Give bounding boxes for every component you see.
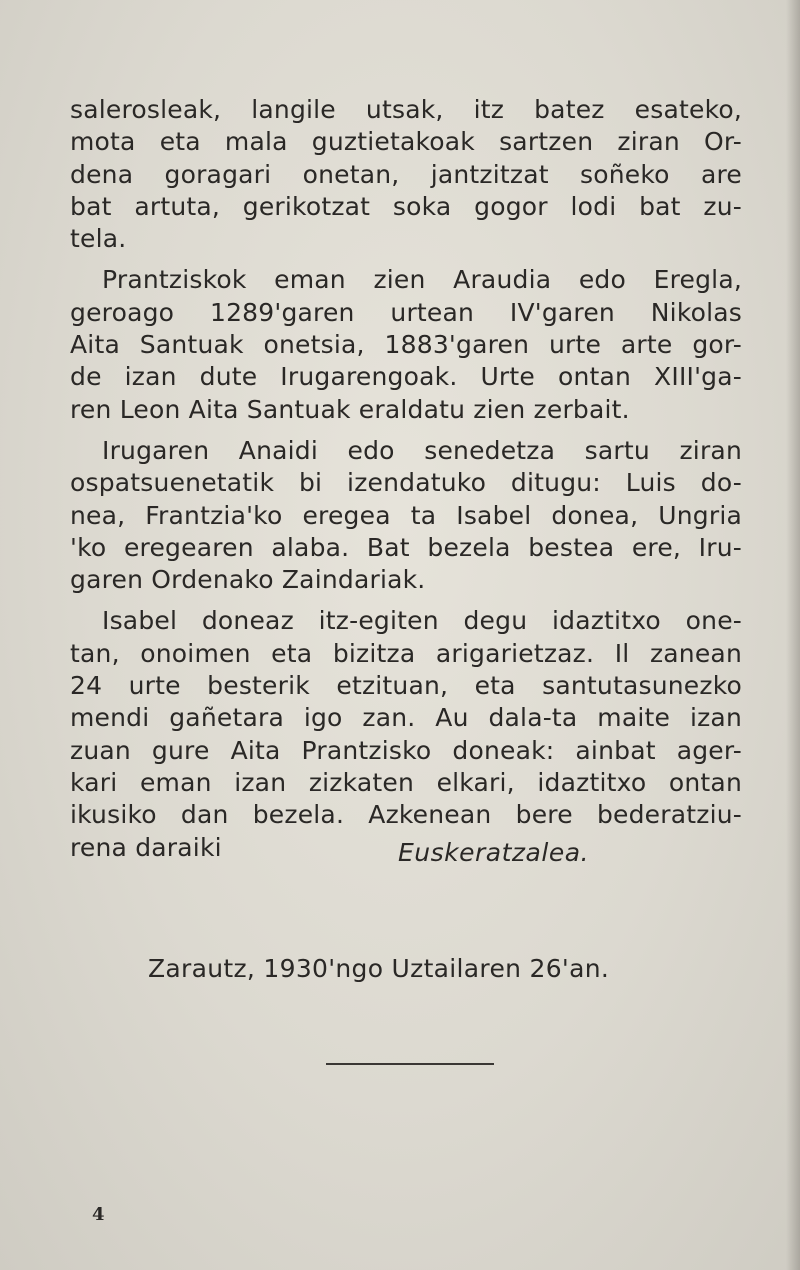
paragraph-1 [70, 94, 742, 255]
text-line: mota eta mala guztietakoak sartzen ziran Or- [70, 127, 742, 157]
text-line: ospatsuenetatik bi izendatuko ditugu: Luis do- [70, 468, 742, 498]
paragraph-4 [70, 605, 742, 863]
text-line: bat artuta, gerikotzat soka gogor lodi bat zu- [70, 191, 742, 221]
text-line: tan, onoimen eta bizitza arigarietzaz. Il zanean [70, 638, 742, 668]
paragraph-2 [70, 264, 742, 425]
page-edge-shadow [786, 0, 800, 1270]
text-line: Irugaren Anaidi edo senedetza sartu ziran [102, 435, 742, 465]
text-line: mendi gañetara igo zan. Au dala-ta maite izan [70, 703, 742, 733]
text-line: rena daraiki [70, 832, 222, 862]
text-line: garen Ordenako Zaindariak. [70, 565, 426, 595]
text-line: salerosleak, langile utsak, itz batez esateko, [70, 95, 742, 124]
text-line: Isabel doneaz itz-egiten degu idaztitxo one- [102, 606, 742, 636]
text-line: ren Leon Aita Santuak eraldatu zien zerbait. [70, 394, 630, 424]
text-line: ikusiko dan bezela. Azkenean bere bederatziu- [70, 800, 742, 830]
text-line: kari eman izan zizkaten elkari, idaztitxo ontan [70, 767, 742, 797]
body-text [70, 94, 742, 864]
text-line: 24 urte besterik etzituan, eta santutasunezko [70, 671, 742, 701]
text-line: 'ko eregearen alaba. Bat bezela bestea ere, Iru- [70, 532, 742, 562]
text-line: nea, Frantzia'ko eregea ta Isabel donea, Ungria [70, 500, 742, 530]
paragraph-3 [70, 435, 742, 596]
text-line: Prantziskok eman zien Araudia edo Eregla, [102, 265, 742, 295]
text-line: de izan dute Irugarengoak. Urte ontan XIII'ga- [70, 362, 742, 392]
place-date-line: Zarautz, 1930'ngo Uztailaren 26'an. [148, 954, 610, 983]
text-line: geroago 1289'garen urtean IV'garen Nikolas [70, 297, 742, 327]
translator-signature: Euskeratzalea. [398, 838, 589, 867]
text-line: dena goragari onetan, jantzitzat soñeko are [70, 159, 742, 189]
text-line: zuan gure Aita Prantzisko doneak: ainbat ager- [70, 735, 742, 765]
divider-rule [326, 1063, 494, 1065]
text-line: tela. [70, 224, 127, 254]
page-number: 4 [92, 1204, 105, 1225]
text-line: Aita Santuak onetsia, 1883'garen urte arte gor- [70, 330, 742, 360]
